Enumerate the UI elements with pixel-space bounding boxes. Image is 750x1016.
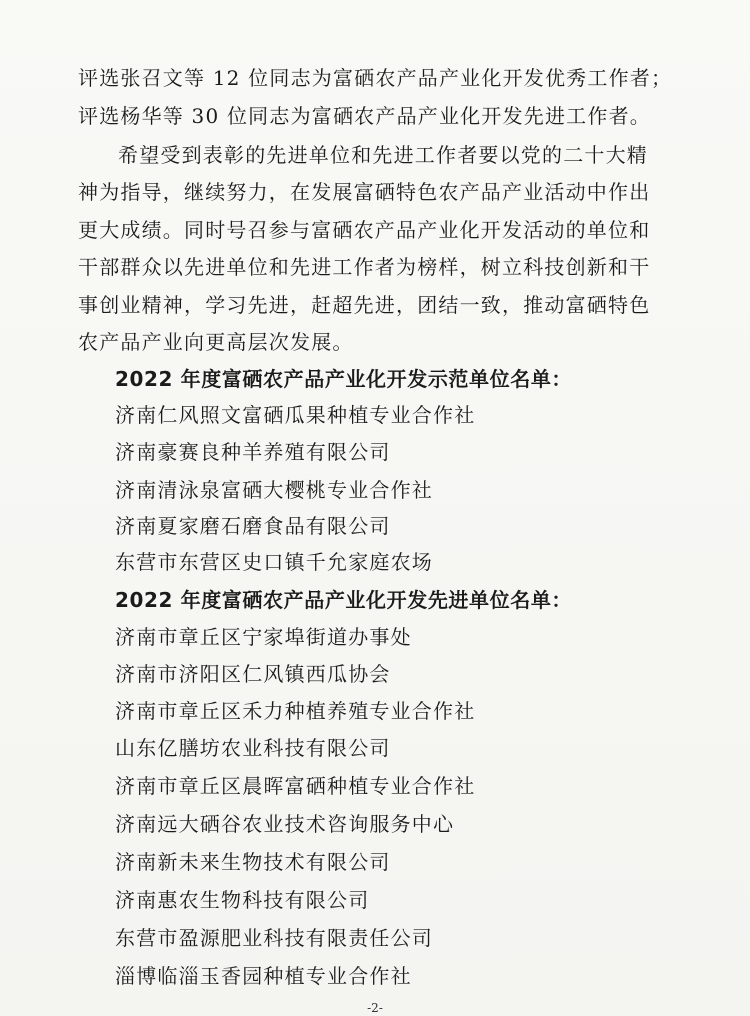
body-line: 评选张召文等 12 位同志为富硒农产品产业化开发优秀工作者； — [78, 66, 673, 90]
list-item: 济南惠农生物科技有限公司 — [115, 888, 370, 912]
body-line: 干部群众以先进单位和先进工作者为榜样，树立科技创新和干 — [78, 255, 651, 279]
list-item: 济南新未来生物技术有限公司 — [115, 850, 391, 874]
list-item: 济南仁风照文富硒瓜果种植专业合作社 — [115, 403, 476, 427]
body-line: 更大成绩。同时号召参与富硒农产品产业化开发活动的单位和 — [78, 218, 651, 242]
list-item: 淄博临淄玉香园种植专业合作社 — [115, 964, 412, 988]
list-item: 济南远大硒谷农业技术咨询服务中心 — [115, 812, 455, 836]
body-line: 评选杨华等 30 位同志为富硒农产品产业化开发先进工作者。 — [78, 104, 651, 128]
list-heading-demo-units: 2022 年度富硒农产品产业化开发示范单位名单： — [115, 367, 573, 391]
list-item: 济南市章丘区禾力种植养殖专业合作社 — [115, 699, 476, 723]
list-item: 济南市章丘区晨晖富硒种植专业合作社 — [115, 774, 476, 798]
list-heading-advanced-units: 2022 年度富硒农产品产业化开发先进单位名单： — [115, 588, 573, 612]
list-item: 济南夏家磨石磨食品有限公司 — [115, 514, 391, 538]
body-line: 神为指导，继续努力，在发展富硒特色农产品产业活动中作出 — [78, 180, 651, 204]
list-item: 济南市章丘区宁家埠街道办事处 — [115, 625, 412, 649]
list-item: 东营市盈源肥业科技有限责任公司 — [115, 926, 433, 950]
list-item: 济南清泳泉富硒大樱桃专业合作社 — [115, 478, 433, 502]
body-line: 希望受到表彰的先进单位和先进工作者要以党的二十大精 — [118, 143, 648, 167]
page-number: -2- — [367, 1001, 383, 1015]
body-line: 农产品产业向更高层次发展。 — [78, 330, 354, 354]
list-item: 东营市东营区史口镇千允家庭农场 — [115, 550, 433, 574]
list-item: 济南市济阳区仁风镇西瓜协会 — [115, 662, 391, 686]
list-item: 山东亿膳坊农业科技有限公司 — [115, 736, 391, 760]
body-line: 事创业精神，学习先进，赶超先进，团结一致，推动富硒特色 — [78, 293, 651, 317]
list-item: 济南豪赛良种羊养殖有限公司 — [115, 440, 391, 464]
